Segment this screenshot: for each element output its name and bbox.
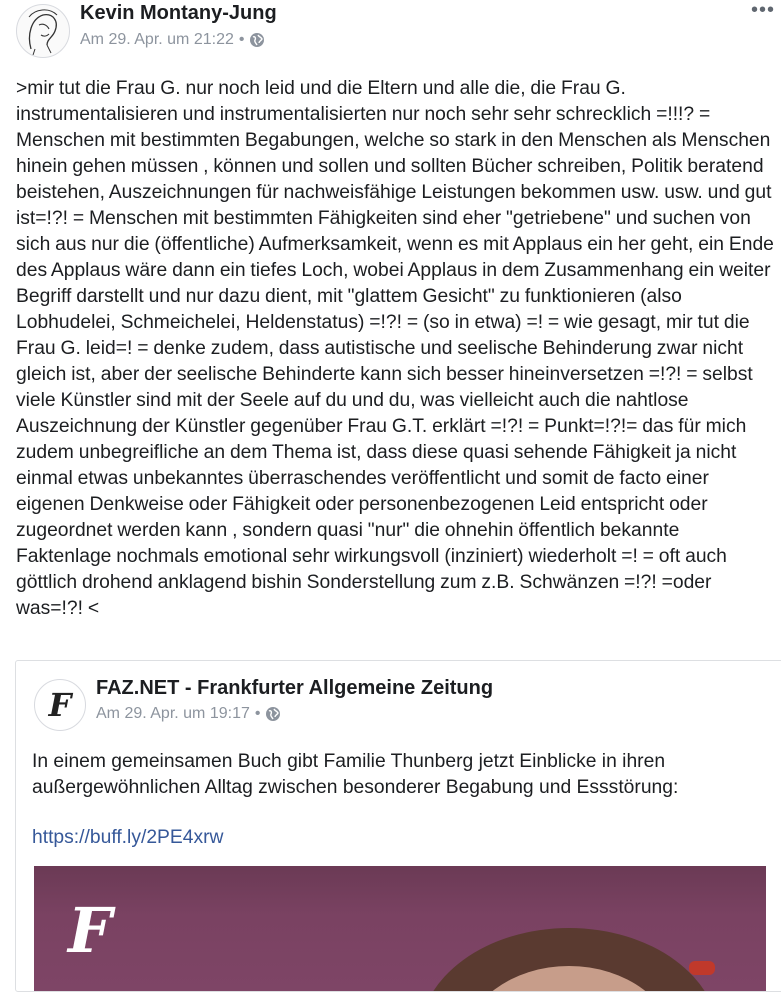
shared-post-meta — [96, 705, 281, 723]
post-options-button[interactable]: ••• — [750, 0, 775, 21]
meta-separator: • — [238, 31, 245, 48]
shared-post-timestamp[interactable]: Am 29. Apr. um 19:17 — [96, 705, 250, 722]
post-author[interactable]: Kevin Montany-Jung — [80, 2, 277, 24]
shared-post-link[interactable]: https://buff.ly/2PE4xrw — [32, 827, 224, 848]
globe-icon — [249, 32, 265, 48]
meta-separator: • — [254, 705, 261, 722]
globe-icon — [265, 706, 281, 722]
sketch-portrait-icon — [17, 5, 69, 57]
post-timestamp[interactable]: Am 29. Apr. um 21:22 — [80, 31, 234, 48]
post-text: >mir tut die Frau G. nur noch leid und die Eltern und alle die, die Frau G. instrumentalisieren und instrumentalisierten nur noch sehr sehr schrecklich =!!!? = Menschen mit bestimmten Begabungen, welche so stark in den Menschen als Menschen hinein gehen müssen , können und sollen und sollten Bücher schreiben, Politik beratend beistehen, Auszeichnungen für nachweisfähige Leistungen bekommen usw. usw. und gut ist=!?! = Menschen mit bestimmten Fähigkeiten sind eher "getriebene" und suchen von sich aus nur die (öffentliche) Aufmerksamkeit, wenn es mit Applaus ein her geht, ein Ende des Applaus wäre dann ein tiefes Loch, wobei Applaus in dem Zusammenhang ein weiter Begriff darstellt und nur dazu dient, mit "glattem Gesicht" zu funktionieren (also Lobhudelei, Schmeichelei, Heldenstatus) =!?! = (so in etwa) =! = wie gesagt, mir tut die Frau G. leid=! = denke zudem, dass autistische und seelische Behinderung zwar nicht gleich ist, aber der seelische Behinderte kann sich besser hineinversetzen =!?! = selbst viele Künstler sind mit der Seele auf du und du, was vielleicht auch die nahtlose Auszeichnung der Künstler gegenüber Frau G.T. erklärt =!?! = Punkt=!?!= das für mich zudem unbegreifliche an dem Thema ist, dass diese quasi sehende Fähigkeit ja nicht einmal etwas unbekanntes überraschendes veröffentlicht und somit de facto einer eigenen Denkweise oder Fähigkeit oder personenbezogenen Leid entspricht oder zugeordnet werden kann , sondern quasi "nur" die ohnehin öffentlich bekannte Faktenlage nochmals emotional sehr wirkungsvoll (inziniert) wiederholt =! = oft auch göttlich drohend anklagend bishin Sonderstellung zum z.B. Schwänzen =!?! =oder was=!?! < — [16, 78, 774, 619]
image-hair-clip — [689, 961, 715, 975]
shared-post-card[interactable] — [15, 660, 781, 992]
page-avatar[interactable] — [34, 679, 86, 731]
profile-avatar[interactable] — [16, 4, 70, 58]
shared-post-text: In einem gemeinsamen Buch gibt Familie Thunberg jetzt Einblicke in ihren außergewöhnlichen Alltag zwischen besonderer Begabung und Essstörung: — [32, 751, 679, 798]
faz-logo-icon: F — [48, 686, 72, 724]
page-name[interactable]: FAZ.NET - Frankfurter Allgemeine Zeitung — [96, 677, 494, 699]
shared-post-image[interactable] — [34, 866, 766, 991]
post-meta — [80, 31, 265, 49]
image-faz-logo-icon: F — [68, 894, 113, 967]
